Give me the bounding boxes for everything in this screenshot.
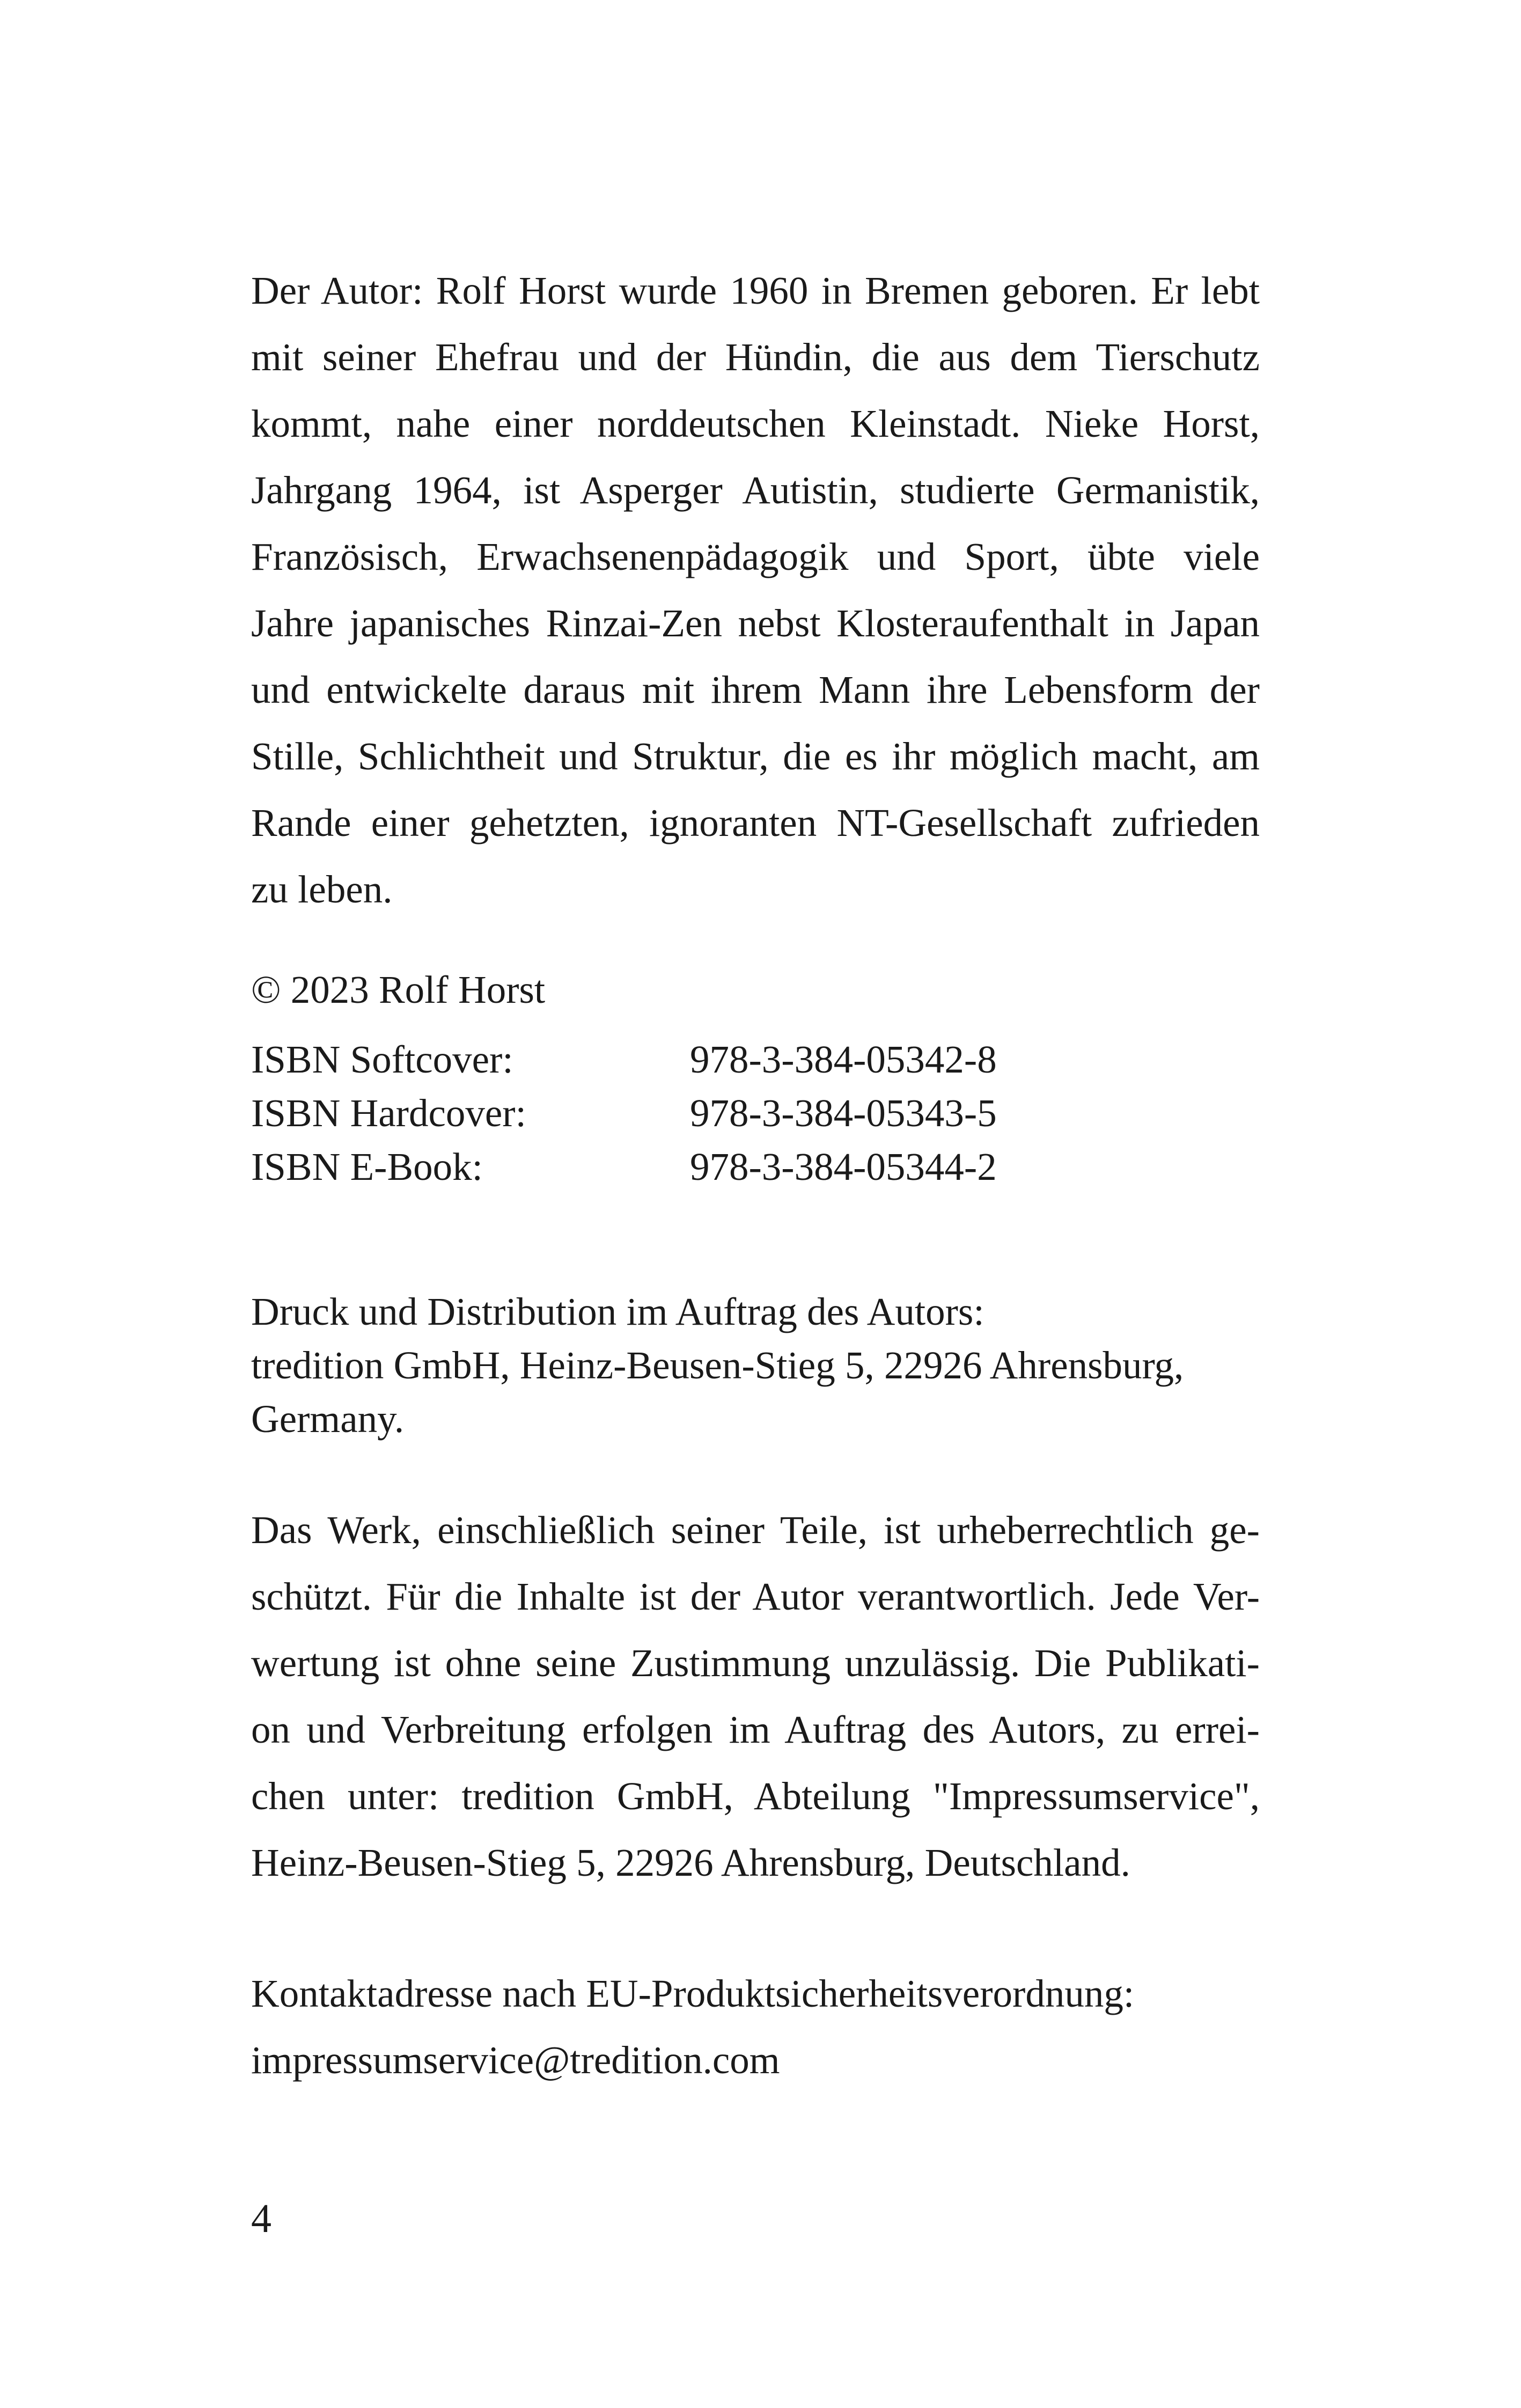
contact-address	[251, 1961, 1260, 2094]
book-page-content	[251, 258, 1260, 2094]
legal-line: wertung ist ohne seine Zustimmung unzulässig. Die Publikati-	[251, 1641, 1260, 1685]
print-line: Druck und Distribution im Auftrag des Autors:	[251, 1290, 984, 1333]
legal-line: on und Verbreitung erfolgen im Auftrag des Autors, zu errei-	[251, 1708, 1260, 1751]
isbn-label: ISBN Hardcover:	[251, 1091, 526, 1135]
contact-line: Kontaktadresse nach EU-Produktsicherheitsverordnung:	[251, 1972, 1135, 2015]
bio-line: Rande einer gehetzten, ignoranten NT-Gesellschaft zufrieden	[251, 801, 1260, 845]
bio-line: Jahrgang 1964, ist Asperger Autistin, studierte Germanistik,	[251, 468, 1260, 512]
print-line: tredition GmbH, Heinz-Beusen-Stieg 5, 22926 Ahrensburg,	[251, 1344, 1184, 1387]
copyright-legal-notice	[251, 1497, 1260, 1896]
isbn-row	[251, 1086, 1260, 1140]
isbn-value: 978-3-384-05344-2	[690, 1145, 997, 1188]
isbn-value: 978-3-384-05343-5	[690, 1091, 997, 1135]
bio-line: Französisch, Erwachsenenpädagogik und Sport, übte viele	[251, 535, 1260, 578]
legal-line: chen unter: tredition GmbH, Abteilung "Impressumservice",	[251, 1774, 1260, 1818]
legal-line: schützt. Für die Inhalte ist der Autor verantwortlich. Jede Ver-	[251, 1575, 1260, 1618]
copyright-notice	[251, 963, 1260, 1017]
contact-email: impressumservice@tredition.com	[251, 2038, 780, 2082]
bio-line: Jahre japanisches Rinzai-Zen nebst Klosteraufenthalt in Japan	[251, 601, 1260, 645]
print-distribution	[251, 1285, 1260, 1446]
isbn-label: ISBN Softcover:	[251, 1038, 513, 1081]
bio-line: kommt, nahe einer norddeutschen Kleinstadt. Nieke Horst,	[251, 402, 1260, 445]
isbn-list	[251, 1033, 1260, 1194]
isbn-label: ISBN E-Book:	[251, 1145, 483, 1188]
bio-line: und entwickelte daraus mit ihrem Mann ihre Lebensform der	[251, 668, 1260, 711]
bio-line: mit seiner Ehefrau und der Hündin, die aus dem Tierschutz	[251, 335, 1260, 379]
bio-line: zu leben.	[251, 868, 393, 911]
bio-line: Stille, Schlichtheit und Struktur, die es ihr möglich macht, am	[251, 735, 1260, 778]
page-number: 4	[251, 2196, 271, 2241]
bio-line: Der Autor: Rolf Horst wurde 1960 in Bremen geboren. Er lebt	[251, 269, 1260, 312]
legal-line: Das Werk, einschließlich seiner Teile, ist urheberrechtlich ge-	[251, 1508, 1260, 1552]
author-biography	[251, 258, 1260, 923]
copyright-line: © 2023 Rolf Horst	[251, 968, 546, 1011]
isbn-row	[251, 1033, 1260, 1086]
print-line: Germany.	[251, 1397, 405, 1441]
legal-line: Heinz-Beusen-Stieg 5, 22926 Ahrensburg, Deutschland.	[251, 1841, 1130, 1884]
isbn-row	[251, 1140, 1260, 1194]
isbn-value: 978-3-384-05342-8	[690, 1038, 997, 1081]
